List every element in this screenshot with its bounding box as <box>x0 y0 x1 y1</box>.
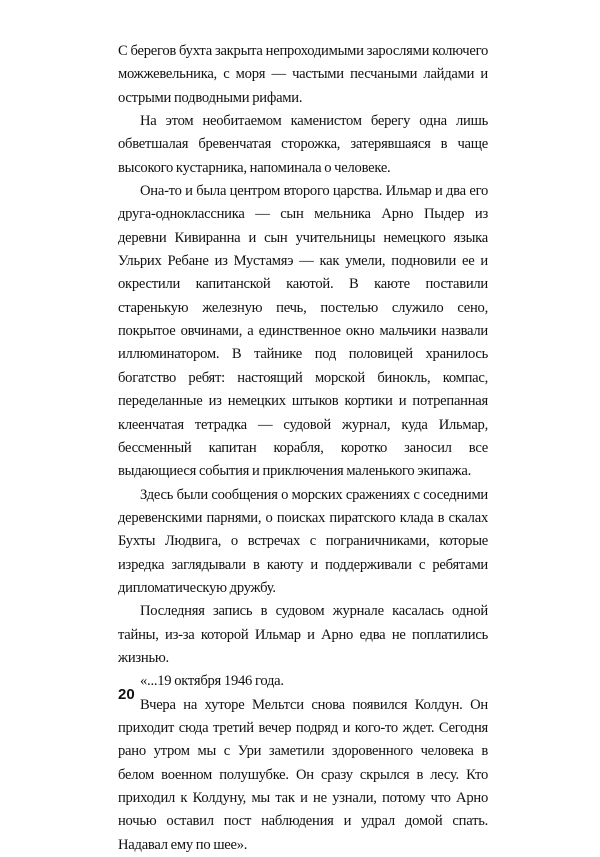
paragraph-7: Вчера на хуторе Мельтси снова появился Колдун. Он приходит сюда третий вечер подряд и кого-то ждет. Сегодня рано утром мы с Ури заметили здоровенного человека в белом военном полушубке. Он сразу скрылся в лесу. Кто приходил к Колдуну, мы так и не узнали, потому что Арно ночью оставил пост наблюдения и удрал домой спать. Надавал ему по шее». <box>118 696 488 853</box>
paragraph-2: На этом необитаемом каменистом берегу одна лишь обветшалая бревенчатая сторожка, затерявшаяся в чаще высокого кустарника, напоминала о человеке. <box>118 113 488 176</box>
paragraph-3: Она-то и была центром второго царства. Ильмар и два его друга-одноклассника — сын мельника Арно Пыдер из деревни Кивиранна и сын учительницы немецкого языка Ульрих Ребане из Мустамяэ — как умели, подновили ее и окрестили капитанской каютой. В каюте поставили старенькую железную печь, постелью служило сено, покрытое овчинами, а единственное окно мальчики назвали иллюминатором. В тайнике под половицей хранилось богатство ребят: настоящий морской бинокль, компас, переделанные из немецких штыков кортики и потрепанная клеенчатая тетрадка — судовой журнал, куда Ильмар, бессменный капитан корабля, коротко заносил все выдающиеся события и приключения маленького экипажа. <box>118 183 488 480</box>
paragraph-5: Последняя запись в судовом журнале касалась одной тайны, из-за которой Ильмар и Арно едва не поплатились жизнью. <box>118 603 488 666</box>
page-text <box>118 40 488 857</box>
paragraph-4: Здесь были сообщения о морских сражениях с соседними деревенскими парнями, о поисках пиратского клада в скалах Бухты Людвига, о встречах с пограничниками, которые изредка заглядывали в каюту и поддерживали с ребятами дипломатическую дружбу. <box>118 486 488 596</box>
paragraph-6: «...19 октября 1946 года. <box>140 673 284 690</box>
page-number: 20 <box>118 686 135 703</box>
paragraph-1: С берегов бухта закрыта непроходимыми зарослями колючего можжевельника, с моря — частыми песчаными лайдами и острыми подводными рифами. <box>118 43 488 106</box>
